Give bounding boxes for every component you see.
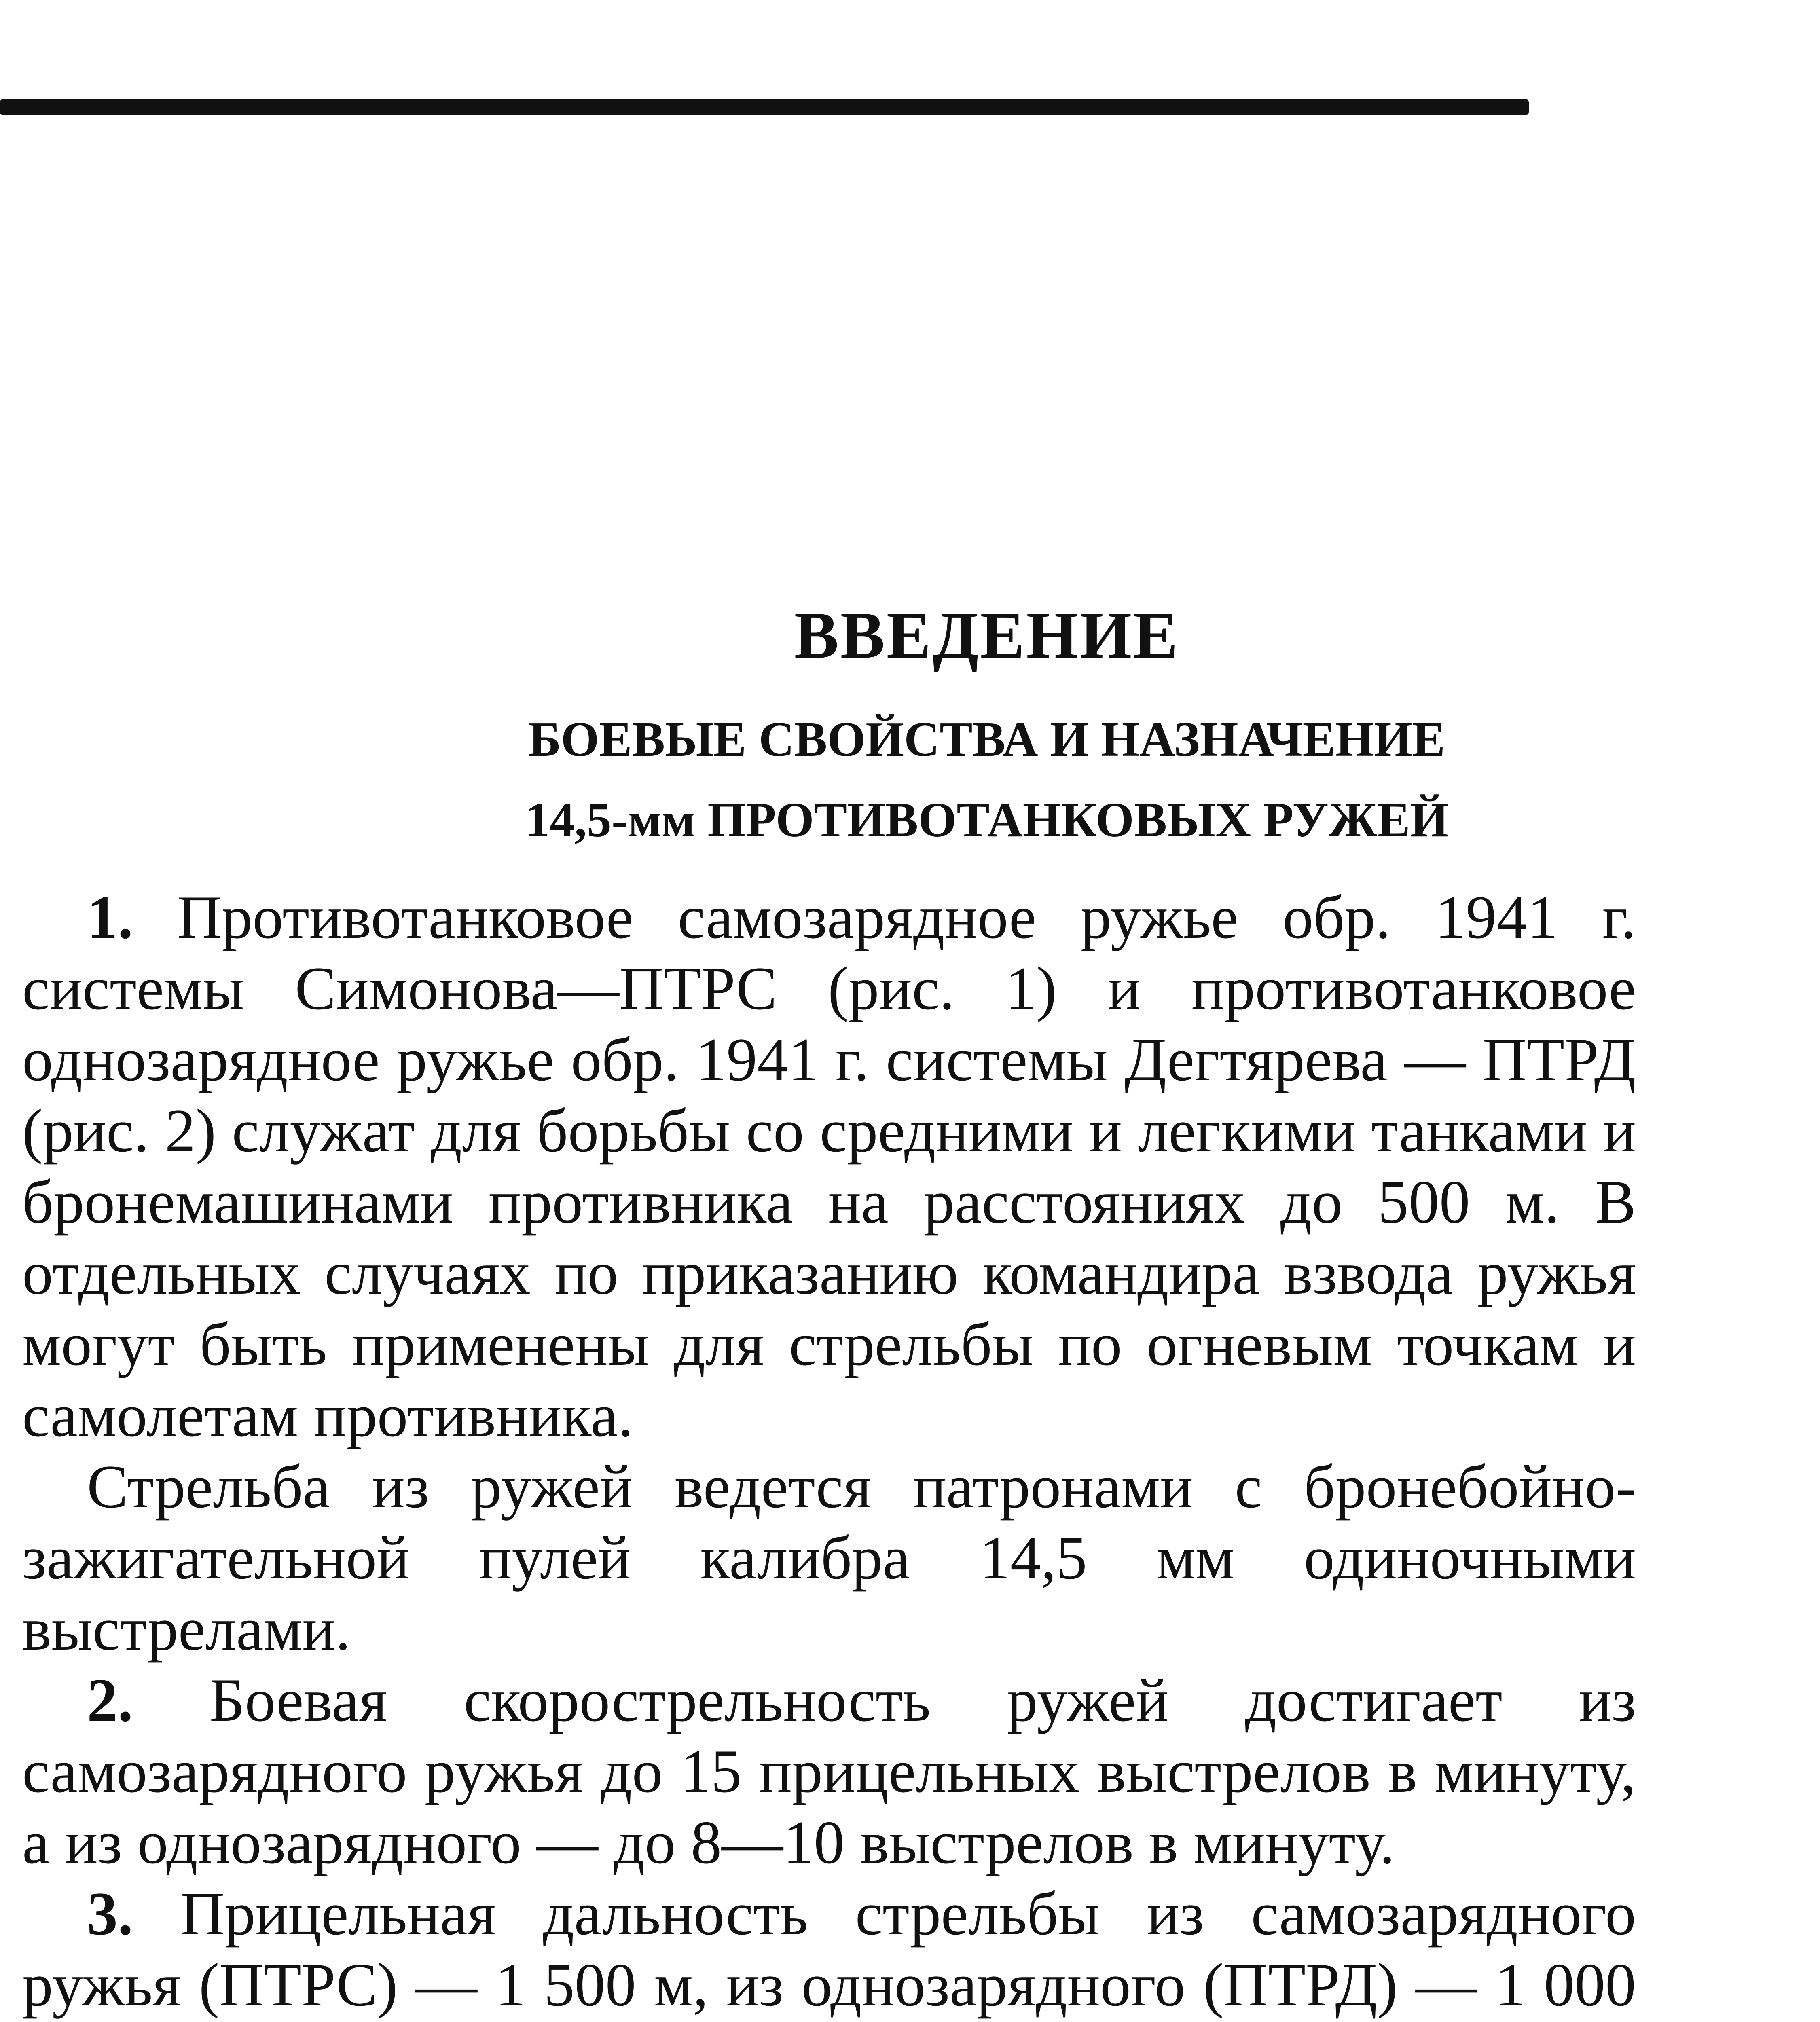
section-title: ВВЕДЕНИЕ: [794, 598, 1180, 672]
paragraph-1: [22, 882, 1636, 1451]
paragraph-1-continued: [22, 1451, 1636, 1665]
paragraph-text: Стрельба из ружей ведется патронами с бронебойно-зажигательной пулей калибра 14,5 мм одиночными выстрелами.: [22, 1453, 1636, 1663]
paragraph-number: 1.: [87, 883, 133, 951]
top-rule: [0, 99, 1529, 115]
section-heading: [0, 599, 1820, 868]
section-subtitle-line-1: БОЕВЫЕ СВОЙСТВА И НАЗНАЧЕНИЕ: [528, 712, 1445, 767]
paragraph-text: Боевая скорострельность ружей достигает из самозарядного ружья до 15 прицельных выстрелов в минуту, а из однозарядного — до 8—10 выстрелов в минуту.: [22, 1666, 1636, 1876]
paragraph-2: [22, 1665, 1636, 1878]
paragraph-number: 3.: [87, 1880, 133, 1948]
body-text: [22, 882, 1636, 2022]
section-subtitle-line-2: 14,5-мм ПРОТИВОТАНКОВЫХ РУЖЕЙ: [525, 793, 1449, 848]
paragraph-3: [22, 1878, 1636, 2022]
paragraph-text: Противотанковое самозарядное ружье обр. 1941 г. системы Симонова—ПТРС (рис. 1) и противотанковое однозарядное ружье обр. 1941 г. системы Дегтярева — ПТРД (рис. 2) служат для борьбы со средними и легкими танками и бронемашинами противника на расстояниях до 500 м. В отдельных случаях по приказанию командира взвода ружья могут быть применены для стрельбы по огневым точкам и самолетам противника.: [22, 883, 1636, 1449]
paragraph-number: 2.: [87, 1666, 133, 1734]
paragraph-text: Прицельная дальность стрельбы из самозарядного ружья (ПТРС) — 1 500 м, из однозарядного (ПТРД) — 1 000: [22, 1880, 1636, 2019]
